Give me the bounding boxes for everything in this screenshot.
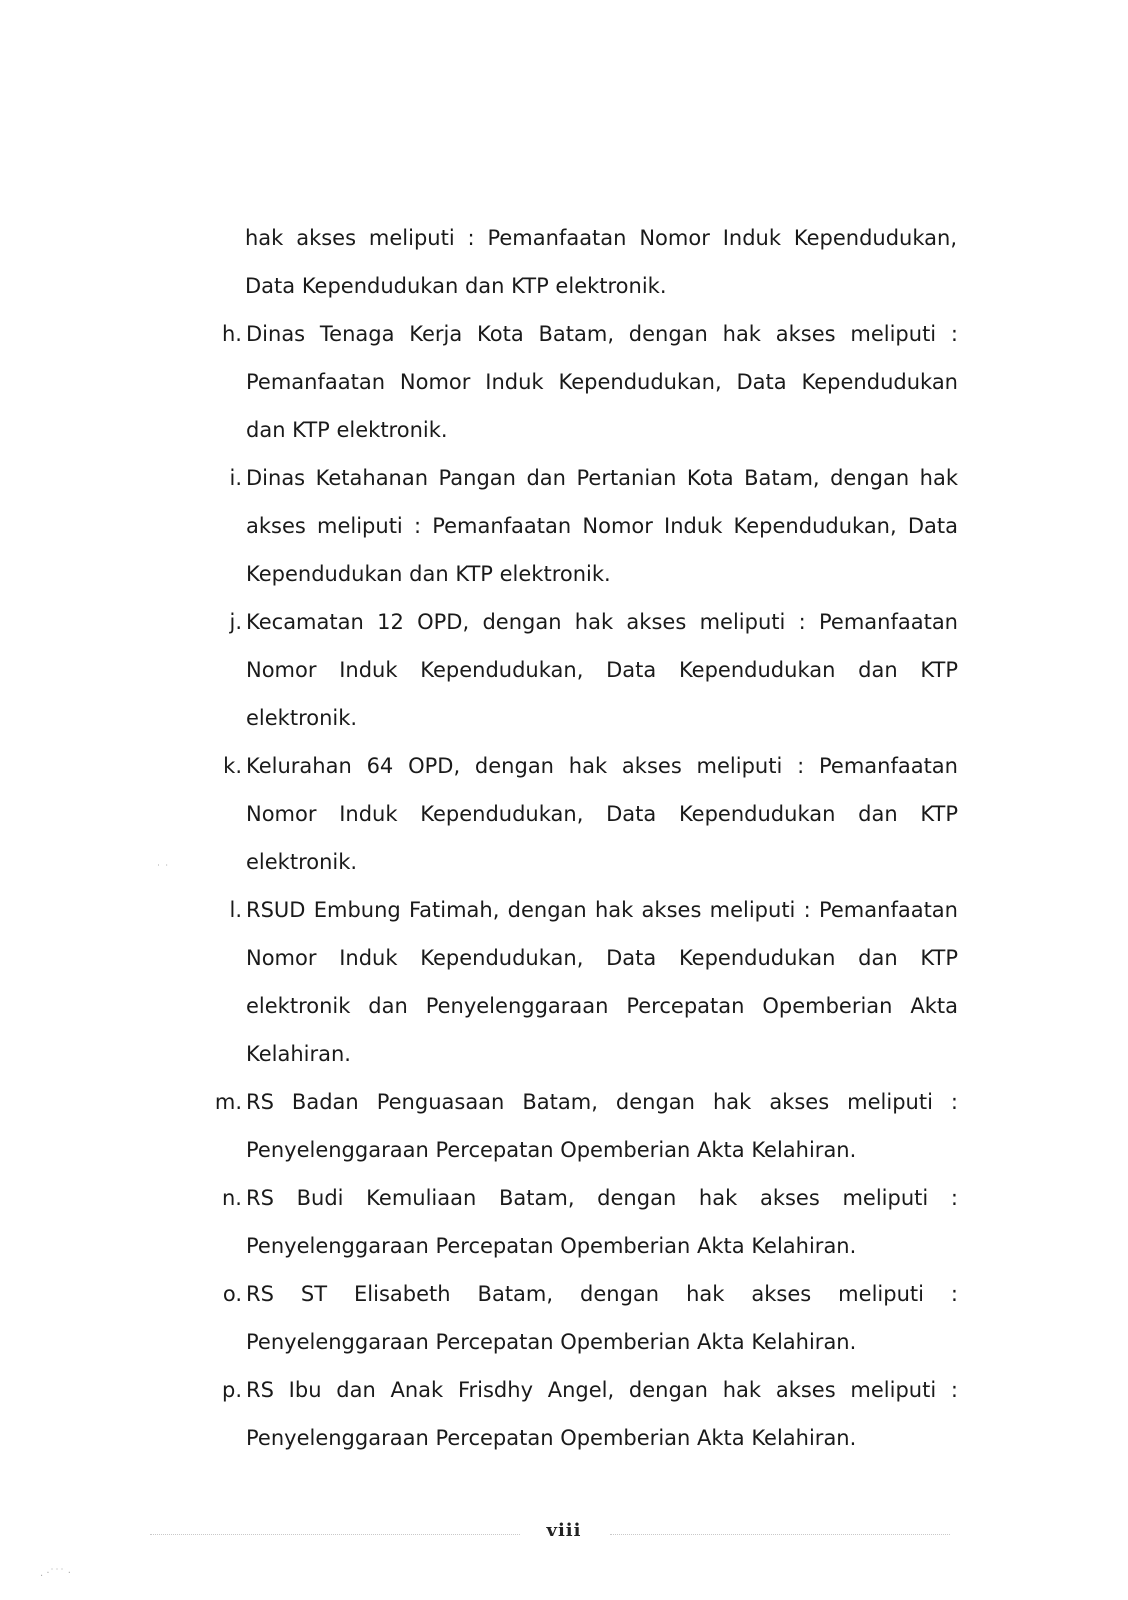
list-item — [186, 598, 986, 742]
list-item-text: Kecamatan 12 OPD, dengan hak akses meliputi : Pemanfaatan Nomor Induk Kependudukan, Data Kependudukan dan KTP elektronik. — [246, 610, 958, 730]
scan-speck: ˙ ˙ — [156, 864, 170, 875]
list-item — [186, 454, 986, 598]
list-marker: m. — [214, 1090, 242, 1114]
list-marker: h. — [222, 322, 242, 346]
list-item — [186, 886, 986, 1078]
list-item — [186, 310, 986, 454]
list-item — [186, 1366, 986, 1462]
page-number: viii — [546, 1520, 582, 1541]
list-item-text: RS Ibu dan Anak Frisdhy Angel, dengan hak akses meliputi : Penyelenggaraan Percepatan Opemberian Akta Kelahiran. — [246, 1378, 958, 1450]
list-item — [186, 1078, 986, 1174]
list-marker: l. — [229, 898, 242, 922]
list-marker: n. — [222, 1186, 242, 1210]
list-item-text: RS ST Elisabeth Batam, dengan hak akses meliputi : Penyelenggaraan Percepatan Opemberian Akta Kelahiran. — [246, 1282, 958, 1354]
agency-list — [186, 310, 986, 1462]
list-item-text: RS Budi Kemuliaan Batam, dengan hak akses meliputi : Penyelenggaraan Percepatan Opemberian Akta Kelahiran. — [246, 1186, 958, 1258]
list-item-text: Kelurahan 64 OPD, dengan hak akses meliputi : Pemanfaatan Nomor Induk Kependudukan, Data Kependudukan dan KTP elektronik. — [246, 754, 958, 874]
continuation-paragraph: hak akses meliputi : Pemanfaatan Nomor Induk Kependudukan, Data Kependudukan dan KTP elektronik. — [245, 226, 957, 298]
list-marker: j. — [229, 610, 242, 634]
scan-speck: . ·˙˙˙ · — [40, 1568, 71, 1579]
list-item-text: RS Badan Penguasaan Batam, dengan hak akses meliputi : Penyelenggaraan Percepatan Opemberian Akta Kelahiran. — [246, 1090, 958, 1162]
list-item-text: Dinas Tenaga Kerja Kota Batam, dengan hak akses meliputi : Pemanfaatan Nomor Induk Kependudukan, Data Kependudukan dan KTP elektronik. — [246, 322, 958, 442]
list-marker: p. — [221, 1378, 242, 1402]
list-marker: i. — [229, 466, 242, 490]
list-marker: k. — [223, 754, 242, 778]
list-item — [186, 742, 986, 886]
list-item — [186, 1270, 986, 1366]
list-item — [186, 1174, 986, 1270]
list-item-text: RSUD Embung Fatimah, dengan hak akses meliputi : Pemanfaatan Nomor Induk Kependudukan, Data Kependudukan dan KTP elektronik dan Penyelenggaraan Percepatan Opemberian Akta Kelahiran. — [246, 898, 958, 1066]
list-marker: o. — [222, 1282, 242, 1306]
list-item-text: Dinas Ketahanan Pangan dan Pertanian Kota Batam, dengan hak akses meliputi : Pemanfaatan Nomor Induk Kependudukan, Data Kependudukan dan KTP elektronik. — [246, 466, 958, 586]
